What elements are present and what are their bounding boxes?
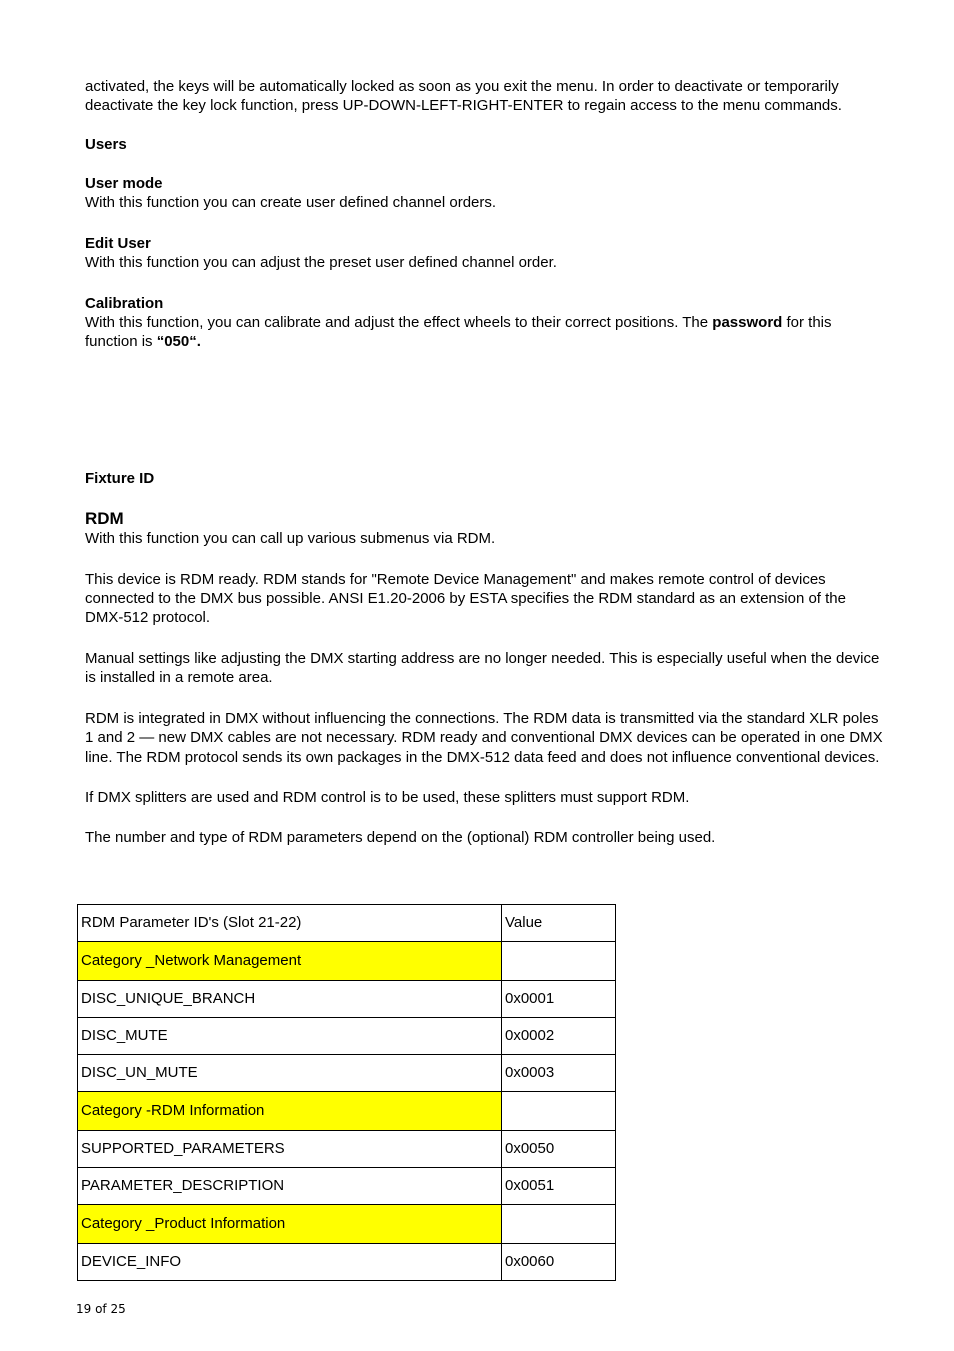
rdm-paragraph-2: Manual settings like adjusting the DMX starting address are no longer needed. This is especially useful when the device is installed in a remote area.: [85, 649, 880, 687]
rdm-paragraph-1: This device is RDM ready. RDM stands for "Remote Device Management" and makes remote control of devices connected to the DMX bus possible. ANSI E1.20-2006 by ESTA specifies the RDM standard as an extension of the DMX-512 protocol.: [85, 570, 846, 627]
table-cell: PARAMETER_DESCRIPTION: [78, 1168, 502, 1205]
table-cell: 0x0060: [502, 1244, 616, 1281]
table-cell: Category _Network Management: [78, 942, 502, 981]
rdm-intro: With this function you can call up various submenus via RDM.: [85, 530, 496, 548]
table-cell: DISC_MUTE: [78, 1018, 502, 1055]
user-mode-text: With this function you can create user defined channel orders.: [85, 194, 497, 212]
table-cell: DEVICE_INFO: [78, 1244, 502, 1281]
table-header-row: [78, 905, 616, 942]
keylock-paragraph: activated, the keys will be automatically locked as soon as you exit the menu. In order to deactivate or temporarily deactivate the key lock function, press UP-DOWN-LEFT-RIGHT-ENTER to regain access to the menu commands.: [85, 78, 842, 115]
users-heading: Users: [85, 136, 127, 154]
table-category-row: [78, 1205, 616, 1244]
table-category-row: [78, 1092, 616, 1131]
calibration-password: password: [712, 314, 783, 332]
table-cell: [502, 1205, 616, 1244]
table-header-cell: RDM Parameter ID's (Slot 21-22): [78, 905, 502, 942]
table-cell: DISC_UN_MUTE: [78, 1055, 502, 1092]
calibration-code: “050“.: [156, 333, 201, 351]
rdm-heading: RDM: [85, 509, 124, 529]
table-row: [78, 1168, 616, 1205]
table-header-cell: Value: [502, 905, 616, 942]
table-cell: [502, 942, 616, 981]
rdm-parameter-table: [77, 904, 616, 1281]
edit-user-text: With this function you can adjust the preset user defined channel order.: [85, 254, 557, 272]
calibration-text-part2: for this function is: [85, 314, 832, 351]
table-cell: 0x0003: [502, 1055, 616, 1092]
table-cell: Category _Product Information: [78, 1205, 502, 1244]
rdm-paragraph-4: If DMX splitters are used and RDM control is to be used, these splitters must support RDM.: [85, 788, 690, 806]
user-mode-heading: User mode: [85, 175, 163, 192]
table-cell: Category -RDM Information: [78, 1092, 502, 1131]
fixture-id-heading: Fixture ID: [85, 469, 155, 487]
calibration-text-part1: With this function, you can calibrate and adjust the effect wheels to their correct positions. The: [85, 314, 713, 332]
page-number: 19 of 25: [76, 1302, 126, 1316]
calibration-text: [85, 313, 845, 352]
table-row: [78, 1055, 616, 1092]
table-row: [78, 1018, 616, 1055]
table-cell: DISC_UNIQUE_BRANCH: [78, 981, 502, 1018]
edit-user-heading: Edit User: [85, 234, 151, 252]
table-row: [78, 981, 616, 1018]
table-cell: 0x0051: [502, 1168, 616, 1205]
page-content: [85, 77, 885, 848]
rdm-paragraph-5: The number and type of RDM parameters depend on the (optional) RDM controller being used.: [85, 829, 716, 847]
table-cell: 0x0050: [502, 1131, 616, 1168]
table-cell: 0x0001: [502, 981, 616, 1018]
table-cell: [502, 1092, 616, 1131]
table-row: [78, 1131, 616, 1168]
table-cell: 0x0002: [502, 1018, 616, 1055]
table-category-row: [78, 942, 616, 981]
rdm-paragraph-3: RDM is integrated in DMX without influencing the connections. The RDM data is transmitted via the standard XLR poles 1 and 2 — new DMX cables are not necessary. RDM ready and conventional DMX devices can be operated in one DMX line. The RDM protocol sends its own packages in the DMX-512 data feed and does not influence conventional devices.: [85, 709, 883, 766]
table-row: [78, 1244, 616, 1281]
calibration-heading: Calibration: [85, 294, 164, 312]
table-cell: SUPPORTED_PARAMETERS: [78, 1131, 502, 1168]
